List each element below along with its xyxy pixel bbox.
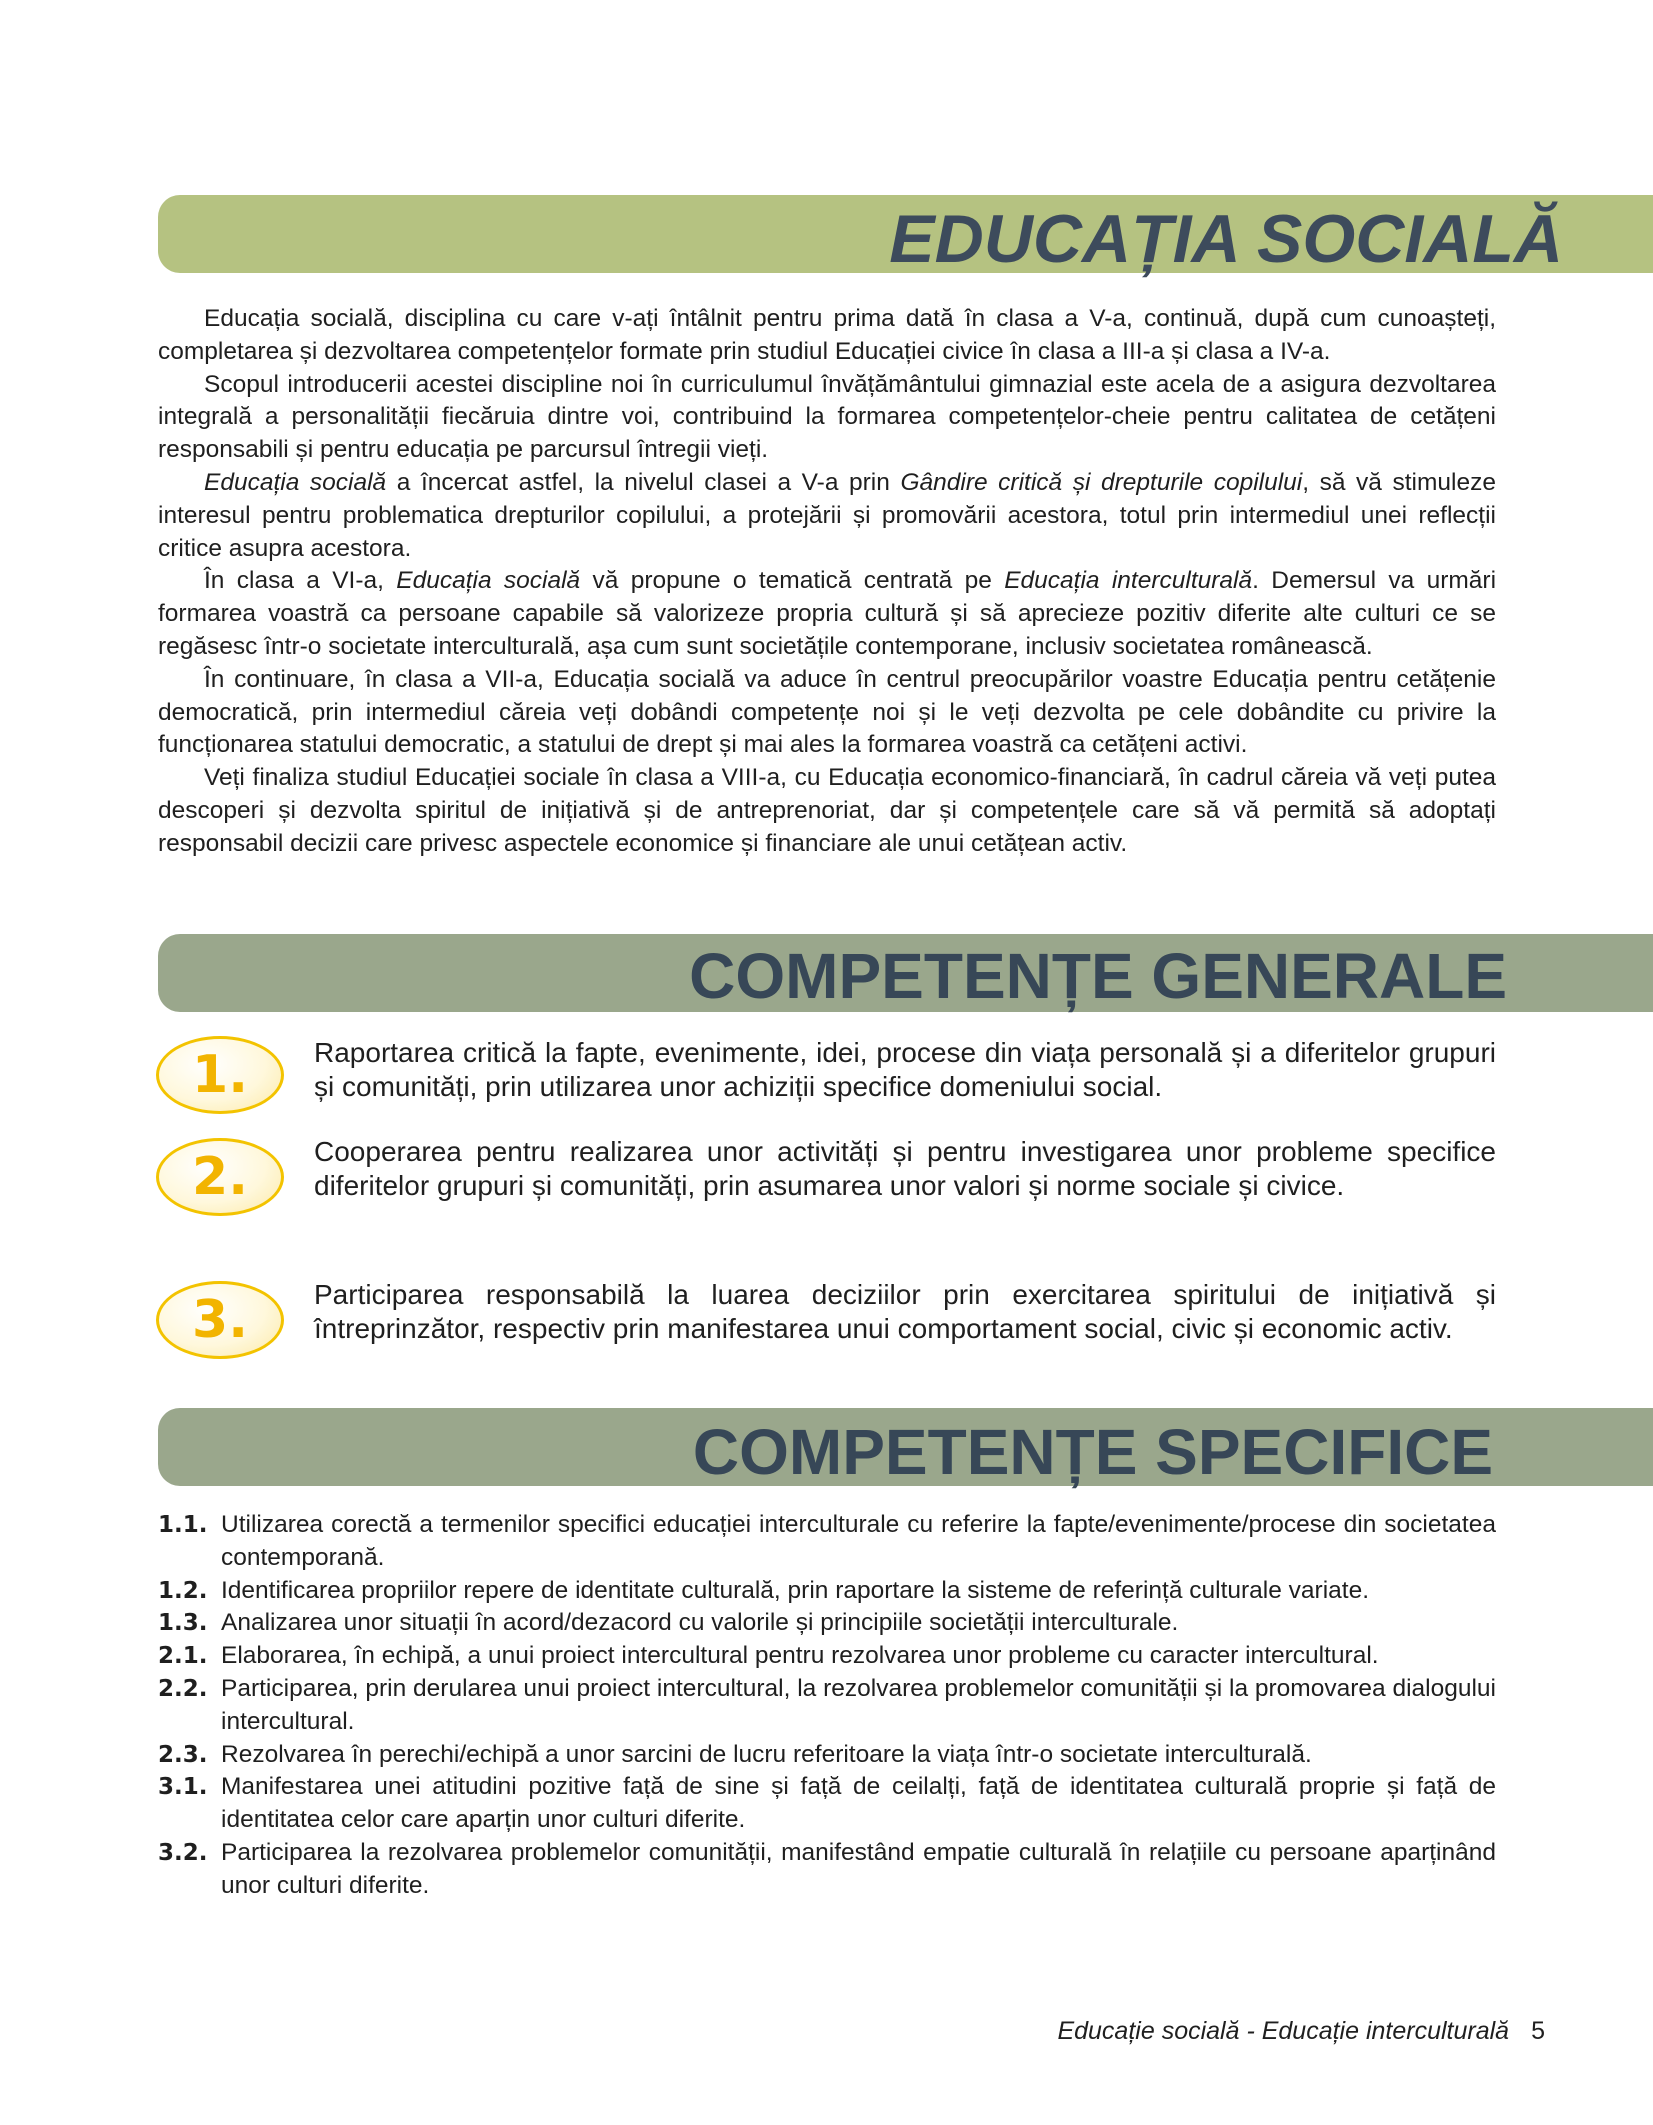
intro-emphasis: Educația interculturală <box>1004 567 1253 595</box>
intro-span: În clasa a VI-a, <box>204 567 397 595</box>
item-text: Analizarea unor situații în acord/dezacord cu valorile și principiile societății interculturale. <box>221 1609 1179 1637</box>
intro-paragraph <box>158 565 1496 663</box>
badge-number: 1. <box>192 1045 248 1105</box>
item-number: 2.1. <box>158 1643 208 1670</box>
number-badge <box>156 1036 284 1114</box>
general-competence-text: Participarea responsabilă la luarea deciziilor prin exercitarea spiritului de inițiativă și întreprinzător, respectiv prin manifestarea unui comportament social, civic și economic activ. <box>314 1279 1496 1344</box>
list-item <box>158 1837 1496 1903</box>
item-text: Participarea la rezolvarea problemelor comunității, manifestând empatie culturală în relațiile cu persoane aparținând unor culturi diferite. <box>221 1838 1496 1899</box>
item-text: Elaborarea, în echipă, a unui proiect intercultural pentru rezolvarea unor probleme cu caracter intercultural. <box>221 1642 1379 1670</box>
list-item <box>158 1509 1496 1575</box>
badge-number: 2. <box>192 1147 248 1207</box>
item-text: Rezolvarea în perechi/echipă a unor sarcini de lucru referitoare la viața într-o societate interculturală. <box>221 1740 1312 1768</box>
item-text: Identificarea propriilor repere de identitate culturală, prin raportare la sisteme de referință culturale variate. <box>221 1576 1370 1604</box>
intro-paragraph: Scopul introducerii acestei discipline noi în curriculumul învățământului gimnazial este acela de a asigura dezvoltarea integrală a personalității fiecăruia dintre voi, contribuind la formarea competențelor-cheie pentru calitatea de cetățeni responsabili și pentru educația pe parcursul întregii vieți. <box>158 370 1496 464</box>
list-item <box>158 1673 1496 1739</box>
item-number: 1.3. <box>158 1610 208 1637</box>
intro-text <box>158 303 1496 861</box>
number-badge <box>156 1138 284 1216</box>
intro-paragraph: În continuare, în clasa a VII-a, Educația socială va aduce în centrul preocupărilor voastre Educația pentru cetățenie democratică, prin intermediul căreia veți dobândi competențe noi și le veți dezvolta pe cele dobândite cu privire la funcționarea statului democratic, a statului de drept și mai ales la formarea voastră ca cetățeni activi. <box>158 665 1496 759</box>
intro-span: a încercat astfel, la nivelul clasei a V-a prin <box>386 468 901 496</box>
page-footer <box>1057 2017 1545 2046</box>
intro-paragraph: Educația socială, disciplina cu care v-ați întâlnit pentru prima dată în clasa a V-a, continuă, după cum cunoașteți, completarea și dezvoltarea competențelor formate prin studiul Educației civice în clasa a III-a și clasa a IV-a. <box>158 305 1496 365</box>
list-item <box>158 1607 1496 1640</box>
intro-span: , să vă stimuleze interesul pentru problematica drepturilor copilului, a protejării și promovării acestora, totul prin intermediul unei reflecții critice asupra acestora. <box>158 468 1496 562</box>
item-number: 2.3. <box>158 1741 208 1768</box>
intro-paragraph <box>158 467 1496 565</box>
item-text: Utilizarea corectă a termenilor specifici educației interculturale cu referire la fapte/evenimente/procese din societatea contemporană. <box>221 1511 1496 1571</box>
number-badge <box>156 1281 284 1359</box>
intro-span: vă propune o tematică centrată pe <box>580 567 1005 595</box>
section-banner-intro <box>158 195 1653 277</box>
item-text: Participarea, prin derularea unui proiect intercultural, la rezolvarea problemelor comunității și la promovarea dialogului intercultural. <box>221 1674 1496 1735</box>
section-title: COMPETENȚE SPECIFICE <box>692 1416 1493 1488</box>
intro-span: . Demersul va urmări formarea voastră ca persoane capabile să valorizeze propria cultură și să aprecieze pozitiv diferite alte culturi ce se regăsesc într-o societate interculturală, așa cum sunt societățile contemporane, inclusiv societatea românească. <box>158 567 1497 660</box>
list-item <box>158 1640 1496 1673</box>
page-title: EDUCAȚIA SOCIALĂ <box>889 201 1563 277</box>
intro-emphasis: Educația socială <box>204 468 387 496</box>
item-number: 3.2. <box>158 1839 208 1866</box>
item-text: Manifestarea unei atitudini pozitive față de sine și față de ceilalți, față de identitatea culturală proprie și față de identitatea celor care aparțin unor culturi diferite. <box>221 1773 1496 1834</box>
general-competence-text: Raportarea critică la fapte, evenimente, idei, procese din viața personală și a diferitelor grupuri și comunități, prin utilizarea unor achiziții specifice domeniului social. <box>314 1037 1496 1102</box>
list-item <box>158 1575 1496 1608</box>
item-number: 2.2. <box>158 1675 208 1702</box>
badge-number: 3. <box>192 1290 248 1350</box>
list-item <box>158 1739 1496 1772</box>
item-number: 3.1. <box>158 1774 208 1801</box>
footer-title: Educație socială - Educație interculturală <box>1057 2017 1510 2045</box>
section-title: COMPETENȚE GENERALE <box>689 940 1507 1012</box>
item-number: 1.1. <box>158 1512 208 1538</box>
section-banner-specific <box>158 1408 1653 1486</box>
intro-emphasis: Educația socială <box>396 567 581 595</box>
general-competence-text: Cooperarea pentru realizarea unor activități și pentru investigarea unor probleme specifice diferitelor grupuri și comunități, prin asumarea unor valori și norme sociale și civice. <box>314 1136 1496 1201</box>
section-banner-general <box>158 934 1653 1012</box>
item-number: 1.2. <box>158 1577 208 1604</box>
page-number: 5 <box>1531 2017 1545 2045</box>
specific-competence-list <box>158 1509 1496 1903</box>
list-item <box>158 1771 1496 1837</box>
intro-emphasis: Gândire critică și drepturile copilului <box>900 468 1303 496</box>
intro-paragraph: Veți finaliza studiul Educației sociale în clasa a VIII-a, cu Educația economico-financiară, în cadrul căreia vă veți putea descoperi și dezvolta spiritul de inițiativă și de antreprenoriat, dar și competențele care să vă permită să adoptați responsabil decizii care privesc aspectele economice și financiare ale unui cetățean activ. <box>158 764 1496 857</box>
